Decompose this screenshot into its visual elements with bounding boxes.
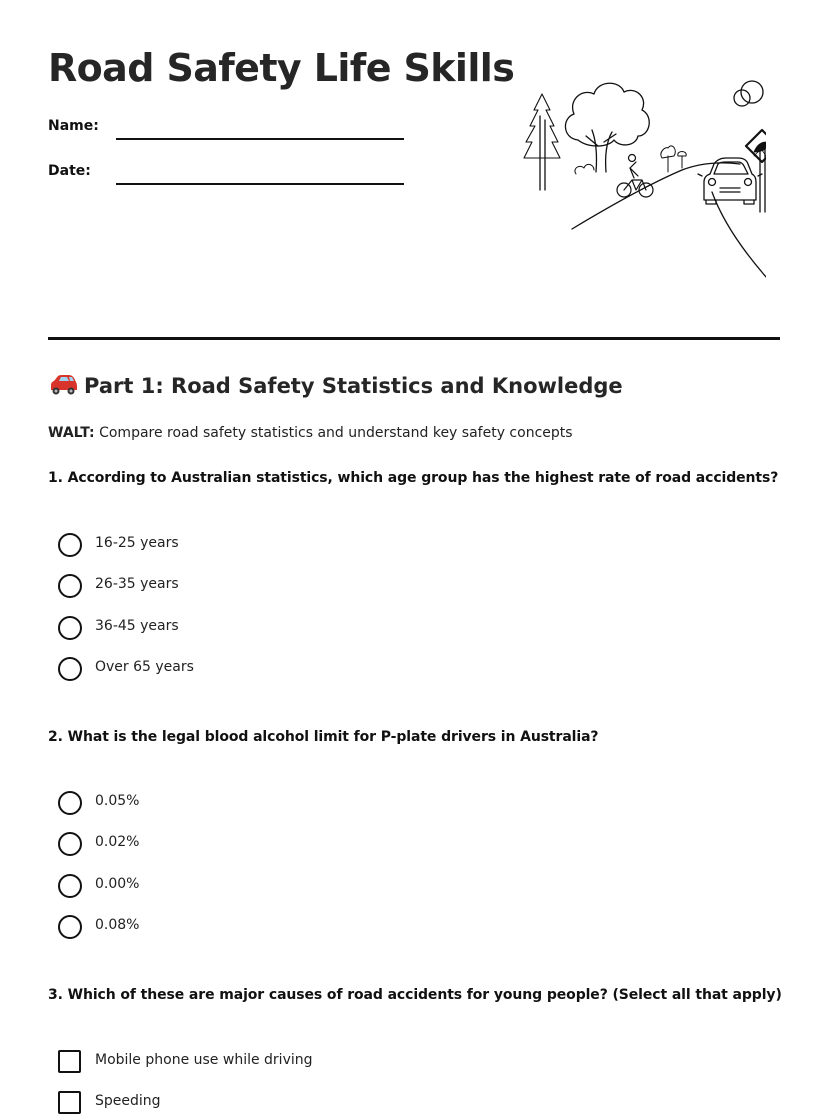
question-3: 3. Which of these are major causes of road accidents for young people? (Select all that apply): [48, 987, 782, 1003]
radio-button[interactable]: [58, 657, 82, 681]
radio-button[interactable]: [58, 832, 82, 856]
road-scene-illustration: [520, 76, 766, 296]
q2-option-3[interactable]: [58, 874, 558, 898]
cyclist-icon: [617, 155, 653, 198]
date-label: Date:: [48, 163, 91, 179]
radio-button[interactable]: [58, 616, 82, 640]
q2-option-4[interactable]: [58, 915, 558, 939]
radio-button[interactable]: [58, 533, 82, 557]
section-divider: [48, 337, 780, 340]
option-label: Over 65 years: [95, 659, 194, 675]
radio-button[interactable]: [58, 915, 82, 939]
car-drawing-icon: [698, 158, 762, 204]
q2-option-1[interactable]: [58, 791, 558, 815]
checkbox[interactable]: [58, 1050, 81, 1073]
q1-option-3[interactable]: [58, 616, 558, 640]
page-title: Road Safety Life Skills: [48, 46, 515, 90]
option-label: 0.00%: [95, 876, 140, 892]
q2-option-2[interactable]: [58, 832, 558, 856]
option-label: 16-25 years: [95, 535, 179, 551]
name-label: Name:: [48, 118, 99, 134]
car-icon: [48, 374, 78, 401]
walt-label: WALT:: [48, 425, 95, 441]
radio-button[interactable]: [58, 791, 82, 815]
pine-tree-icon: [524, 94, 560, 190]
option-label: 26-35 years: [95, 576, 179, 592]
question-1: 1. According to Australian statistics, which age group has the highest rate of road accidents?: [48, 470, 779, 486]
walt-text: Compare road safety statistics and understand key safety concepts: [94, 425, 573, 441]
round-tree-icon: [565, 83, 649, 172]
name-line[interactable]: [116, 138, 404, 140]
q3-option-2[interactable]: [58, 1091, 558, 1115]
option-label: 0.08%: [95, 917, 140, 933]
date-line[interactable]: [116, 183, 404, 185]
radio-button[interactable]: [58, 574, 82, 598]
walt-statement: [48, 425, 573, 441]
q1-option-2[interactable]: [58, 574, 558, 598]
option-label: 36-45 years: [95, 618, 179, 634]
part1-title: [48, 374, 623, 401]
radio-button[interactable]: [58, 874, 82, 898]
q1-option-1[interactable]: [58, 533, 558, 557]
option-label: Speeding: [95, 1093, 161, 1109]
part1-title-text: Part 1: Road Safety Statistics and Knowledge: [84, 374, 623, 398]
option-label: 0.02%: [95, 834, 140, 850]
q3-option-1[interactable]: [58, 1050, 558, 1074]
question-2: 2. What is the legal blood alcohol limit for P-plate drivers in Australia?: [48, 729, 599, 745]
option-label: Mobile phone use while driving: [95, 1052, 313, 1068]
option-label: 0.05%: [95, 793, 140, 809]
checkbox[interactable]: [58, 1091, 81, 1114]
q1-option-4[interactable]: [58, 657, 558, 681]
